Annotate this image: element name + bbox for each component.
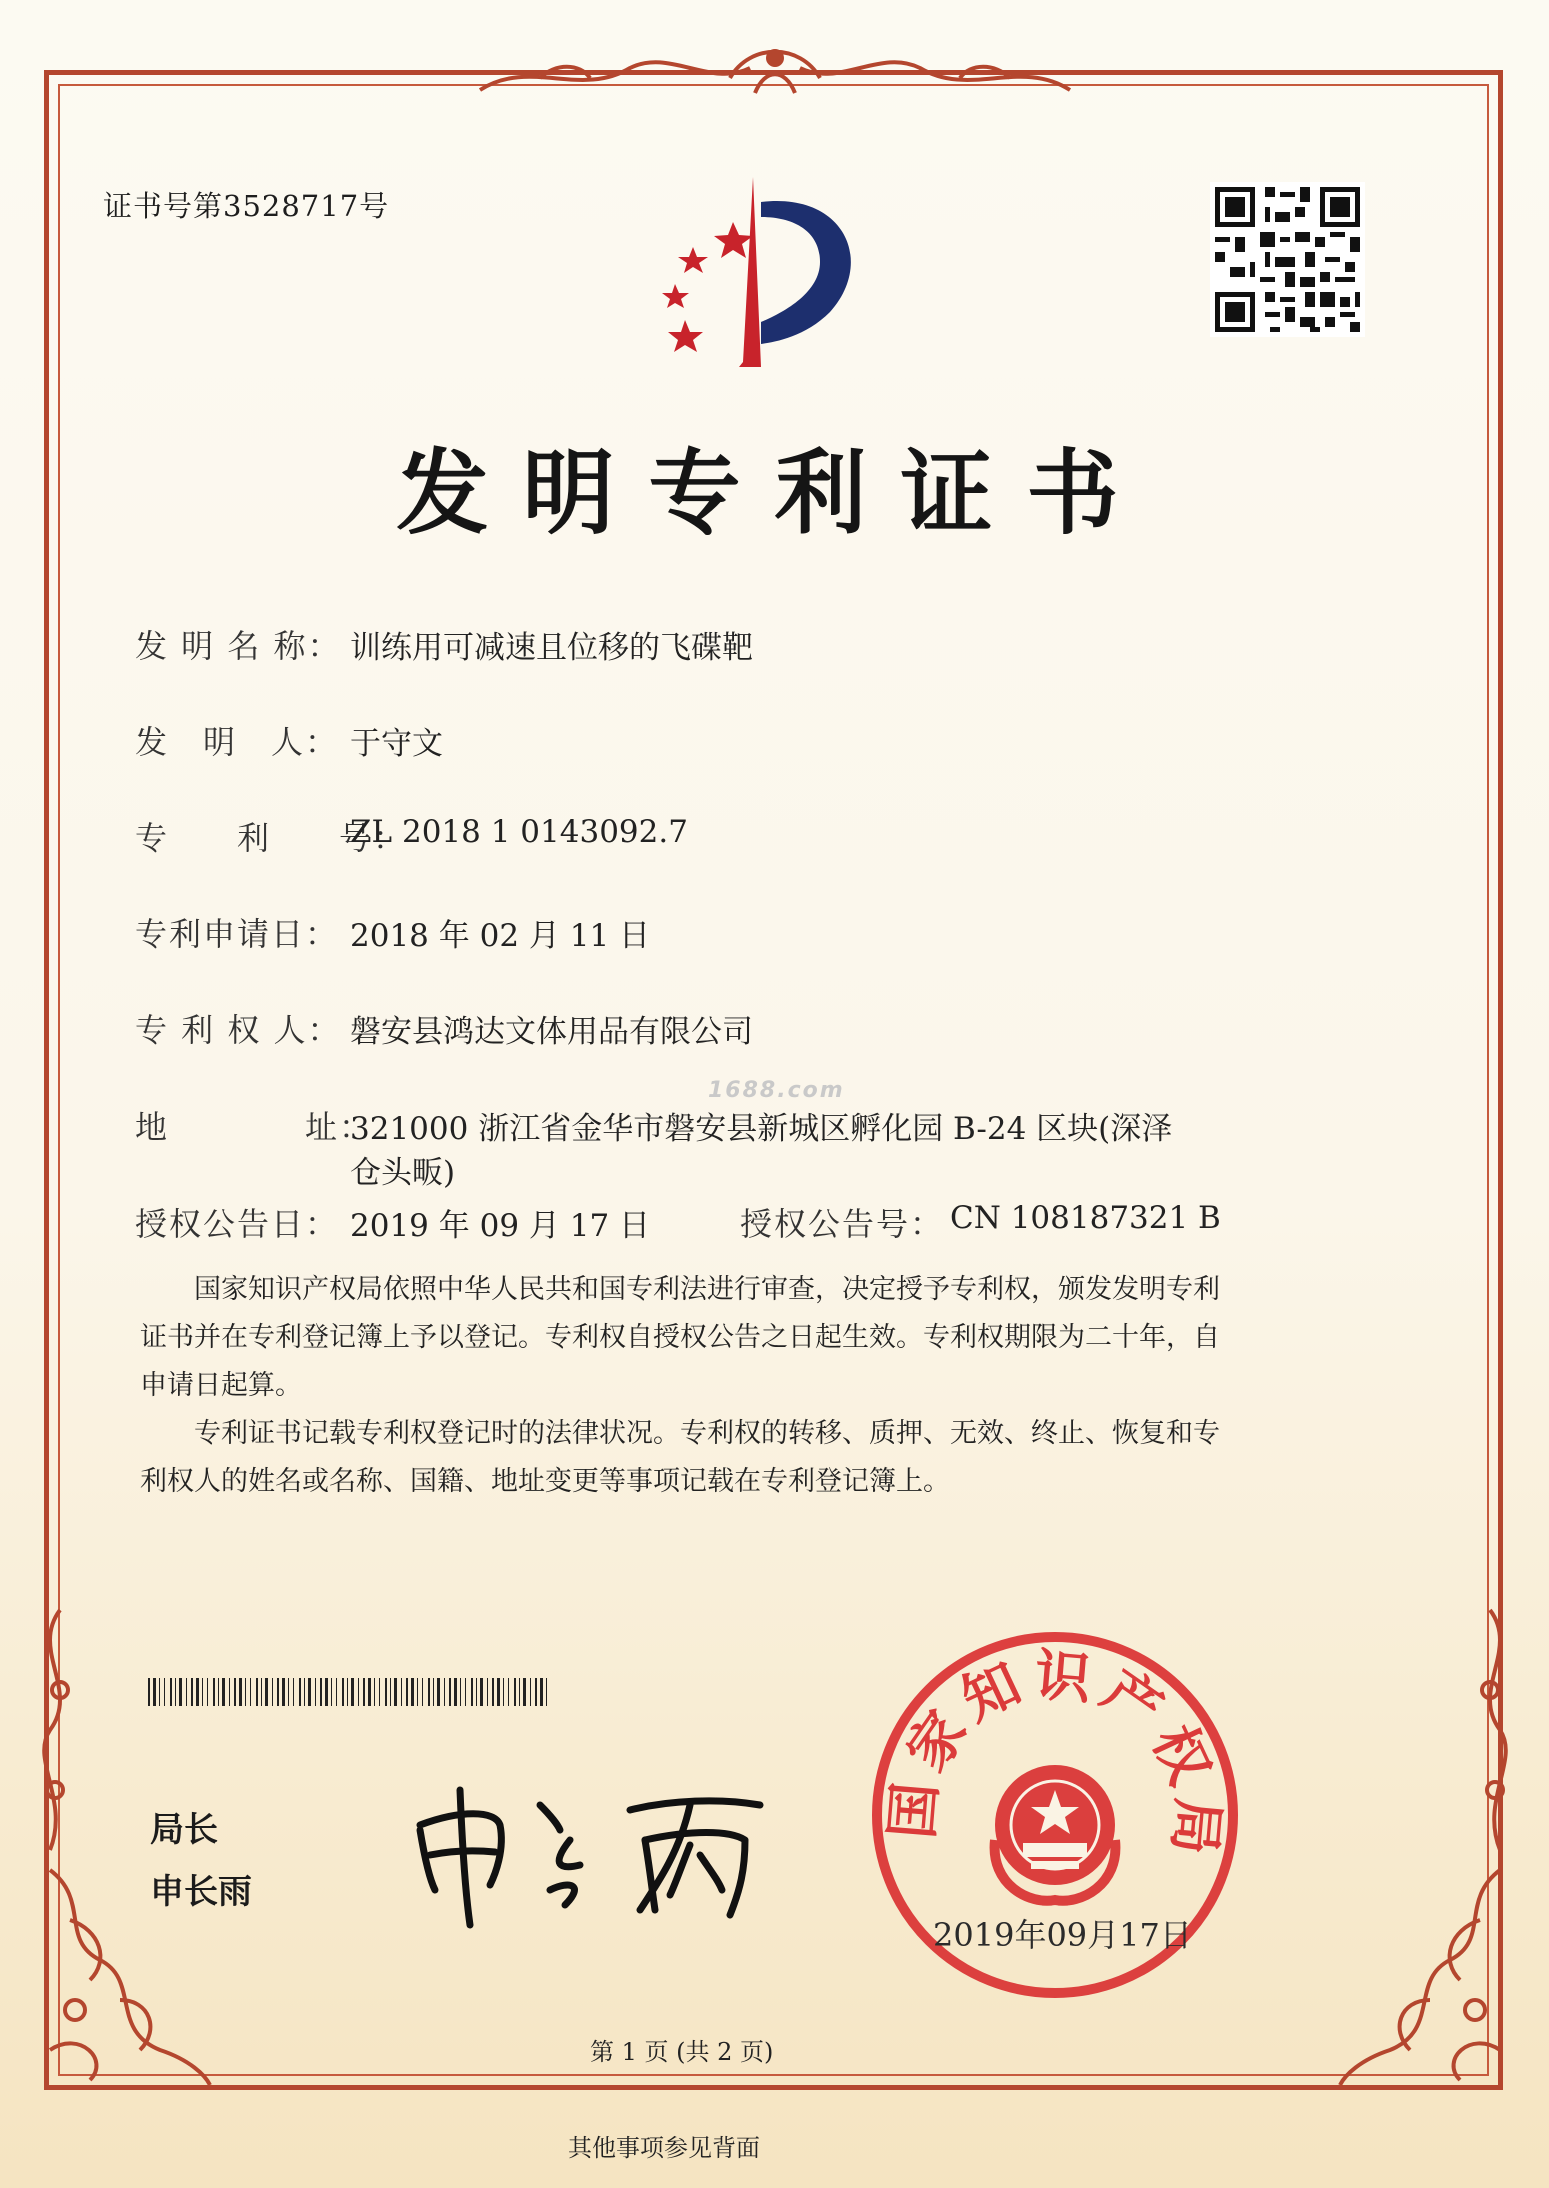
seal-top-text: 国家知识产权局: [879, 1642, 1231, 1866]
patent-number-label: 专 利 号：: [135, 819, 408, 857]
filing-date-label: 专利申请日：: [135, 915, 340, 953]
invention-name-value: 训练用可减速且位移的飞碟靶: [350, 630, 753, 666]
watermark: 1688.com: [708, 1078, 845, 1103]
bottom-right-ornament: [1330, 1860, 1520, 2090]
page-title: 发明专利证书: [396, 440, 1153, 547]
grant-number-label: 授权公告号：: [740, 1205, 945, 1243]
paragraph-2-line-1: 专利证书记载专利权登记时的法律状况。专利权的转移、质押、无效、终止、恢复和专: [140, 1418, 1220, 1449]
footer-note: 其他事项参见背面: [568, 2134, 760, 2162]
grant-date-label: 授权公告日：: [135, 1205, 340, 1243]
legal-paragraph-2: [140, 1410, 1350, 1506]
patent-office-emblem: [615, 172, 865, 367]
paragraph-1-line-2: 证书并在专利登记簿上予以登记。专利权自授权公告之日起生效。专利权期限为二十年，自: [140, 1322, 1220, 1353]
grant-number-value: CN 108187321 B: [950, 1200, 1221, 1236]
patentee-value: 磐安县鸿达文体用品有限公司: [350, 1014, 753, 1050]
patent-number-value: ZL 2018 1 0143092.7: [350, 814, 688, 850]
paragraph-1-line-3: 申请日起算。: [140, 1370, 302, 1401]
director-name: 申长雨: [150, 1872, 252, 1912]
page-indicator: 第 1 页 (共 2 页): [590, 2038, 774, 2066]
address-value-line2: 仓头畈): [350, 1155, 456, 1191]
inventor-value: 于守文: [350, 726, 443, 762]
qr-code: [1210, 182, 1365, 337]
left-side-ornament: [20, 1600, 90, 1860]
right-side-ornament: [1460, 1600, 1530, 1860]
legal-paragraph-1: [140, 1266, 1350, 1410]
certificate-number: 证书号第3528717号: [103, 189, 390, 223]
top-ornament: [470, 38, 1080, 108]
invention-name-label: 发 明 名 称：: [135, 627, 342, 665]
inventor-label: 发 明 人：: [135, 723, 340, 761]
patentee-label: 专 利 权 人：: [135, 1011, 342, 1049]
barcode: [148, 1678, 550, 1706]
director-title: 局长: [150, 1810, 218, 1850]
director-signature: [400, 1770, 780, 1930]
filing-date-value: 2018 年 02 月 11 日: [350, 918, 651, 954]
paragraph-1-line-1: 国家知识产权局依照中华人民共和国专利法进行审查，决定授予专利权，颁发发明专利: [140, 1274, 1220, 1305]
grant-date-value: 2019 年 09 月 17 日: [350, 1208, 651, 1244]
address-label: 地 址：: [135, 1108, 374, 1146]
seal-date: 2019年09月17日: [933, 1916, 1192, 1954]
paragraph-2-line-2: 利权人的姓名或名称、国籍、地址变更等事项记载在专利登记簿上。: [140, 1466, 950, 1497]
address-value-line1: 321000 浙江省金华市磐安县新城区孵化园 B-24 区块(深泽: [350, 1111, 1173, 1147]
